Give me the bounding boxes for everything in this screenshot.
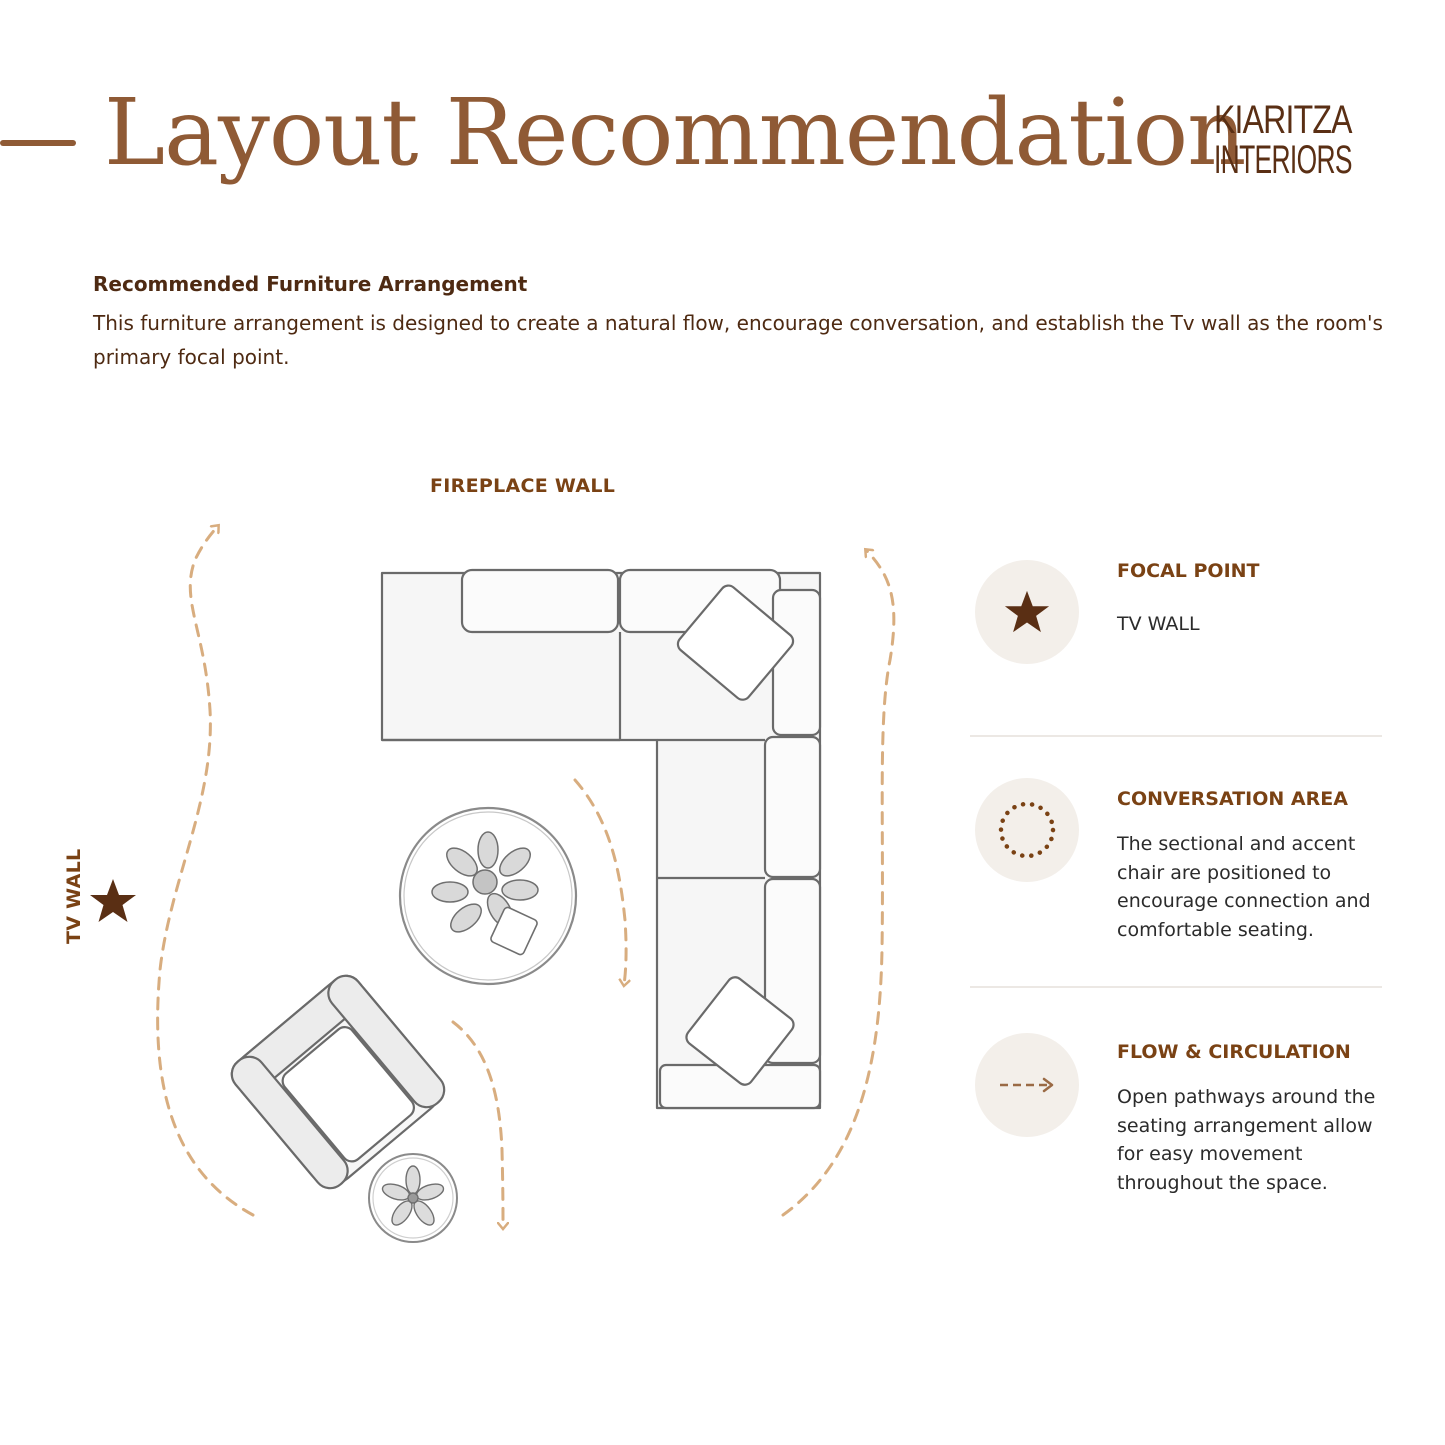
legend-divider bbox=[970, 986, 1382, 988]
tv-wall-label: TV WALL bbox=[63, 848, 85, 944]
legend-text: The sectional and accent chair are positioned to encourage connection and comfortable seating. bbox=[1117, 833, 1371, 941]
brand-logo-line2: INTERIORS bbox=[1214, 138, 1352, 182]
page-title: Layout Recommendation bbox=[104, 79, 1246, 186]
legend-text: TV WALL bbox=[1117, 613, 1200, 635]
brand-logo bbox=[1214, 100, 1356, 180]
legend-title: FOCAL POINT bbox=[1117, 560, 1260, 582]
intro-body: This furniture arrangement is designed to create a natural flow, encourage conversation, and establish the Tv wall as the room's primary focal point. bbox=[93, 311, 1383, 369]
brand-logo-line1: KIARITZA bbox=[1214, 98, 1352, 142]
legend-title: FLOW & CIRCULATION bbox=[1117, 1041, 1351, 1063]
legend-divider bbox=[970, 735, 1382, 737]
legend-circle bbox=[975, 560, 1079, 664]
round-coffee-table bbox=[400, 808, 576, 984]
legend-circle bbox=[975, 1033, 1079, 1137]
fireplace-wall-label: FIREPLACE WALL bbox=[430, 475, 616, 497]
dotted-circle-icon bbox=[995, 798, 1059, 862]
legend-title: CONVERSATION AREA bbox=[1117, 788, 1348, 810]
dashed-arrow-icon bbox=[992, 1070, 1062, 1100]
intro-heading: Recommended Furniture Arrangement bbox=[93, 272, 528, 296]
star-icon bbox=[1003, 588, 1051, 636]
legend-circle bbox=[975, 778, 1079, 882]
side-table bbox=[369, 1154, 457, 1242]
legend-text: Open pathways around the seating arrangement allow for easy movement throughout the space. bbox=[1117, 1086, 1376, 1194]
